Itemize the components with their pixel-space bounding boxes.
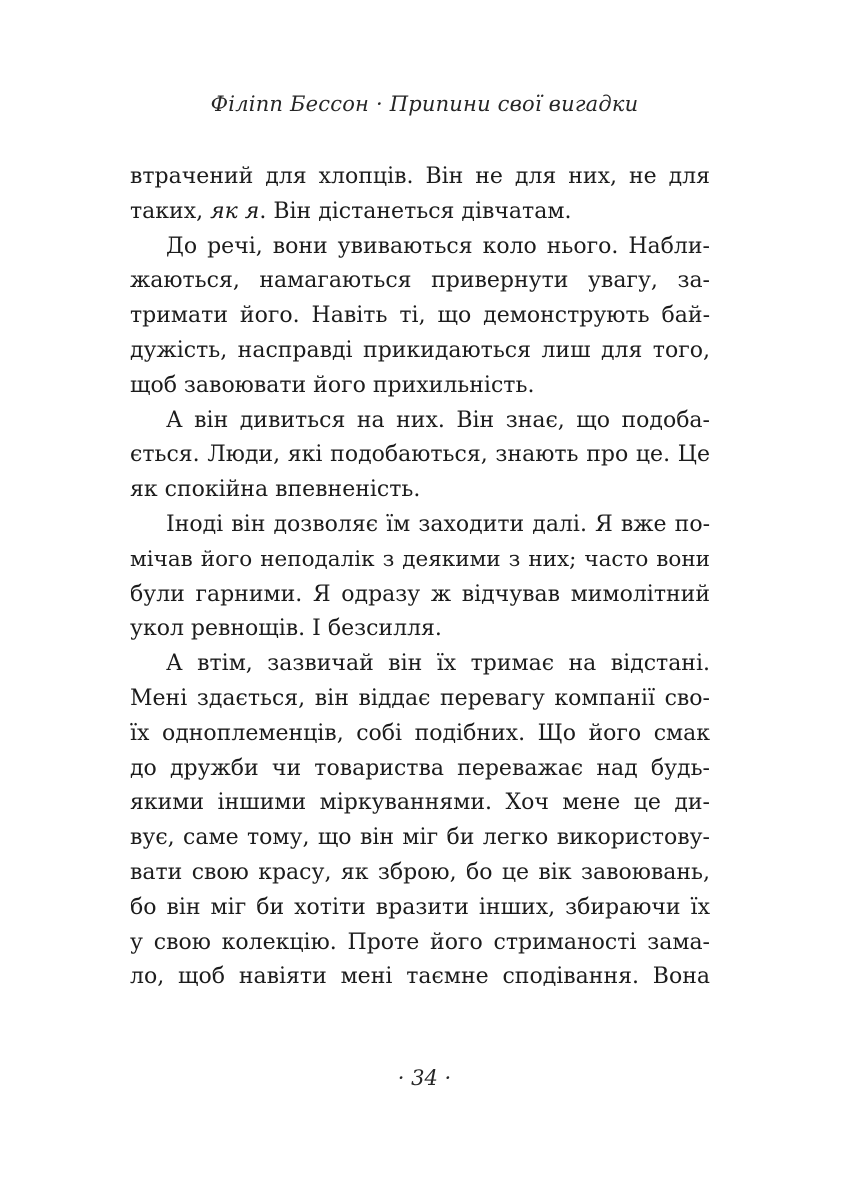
- paragraph-start-line: До речі, вони увиваються коло нього. Набли-: [166, 233, 710, 259]
- body-text: [130, 160, 710, 995]
- paragraph-start-line: Іноді він дозволяє їм заходити далі. Я вже по-: [166, 511, 710, 537]
- text-line: їх одноплеменців, собі подібних. Що його смак: [130, 720, 710, 746]
- text-line: були гарними. Я одразу ж відчував мимолітний: [130, 581, 710, 607]
- running-head: Філіпп Бессон · Припини свої вигадки: [210, 92, 639, 116]
- text-line: як спокійна впевненість.: [130, 477, 421, 503]
- text-line: жаються, намагаються привернути увагу, за-: [130, 268, 710, 294]
- text-line: якими іншими міркуваннями. Хоч мене це ди-: [130, 790, 710, 816]
- emphasis-text: як я: [210, 198, 260, 224]
- text-line: [130, 195, 710, 230]
- text-line: щоб завоювати його прихильність.: [130, 372, 535, 398]
- page-number: · 34 ·: [397, 1066, 452, 1090]
- text-line: укол ревнощів. І безсилля.: [130, 616, 442, 642]
- text-line: дужість, насправді прикидаються лиш для того,: [130, 337, 710, 363]
- text-line: тримати його. Навіть ті, що демонструють бай-: [130, 303, 710, 329]
- text-run: . Він дістанеться дівчатам.: [259, 198, 572, 224]
- text-line: у свою колекцію. Проте його стриманості зама-: [130, 929, 710, 955]
- text-line: втрачений для хлопців. Він не для них, не для: [130, 164, 710, 189]
- text-line: до дружби чи товариства переважає над будь-: [130, 755, 710, 781]
- paragraph-start-line: А він дивиться на них. Він знає, що подоба-: [166, 407, 710, 433]
- paragraph-start-line: А втім, зазвичай він їх тримає на відстані.: [166, 651, 710, 677]
- text-line: ється. Люди, які подобаються, знають про це. Це: [130, 442, 710, 468]
- text-run: таких,: [130, 198, 211, 224]
- text-line: ло, щоб навіяти мені таємне сподівання. Вона: [130, 964, 710, 990]
- text-line: мічав його неподалік з деякими з них; часто вони: [130, 546, 710, 572]
- text-line: вати свою красу, як зброю, бо це вік завоювань,: [130, 859, 710, 885]
- text-line: Мені здається, він віддає перевагу компанії сво-: [130, 685, 710, 711]
- text-line: бо він міг би хотіти вразити інших, збираючи їх: [130, 894, 710, 920]
- text-line: вує, саме тому, що він міг би легко використову-: [130, 825, 710, 851]
